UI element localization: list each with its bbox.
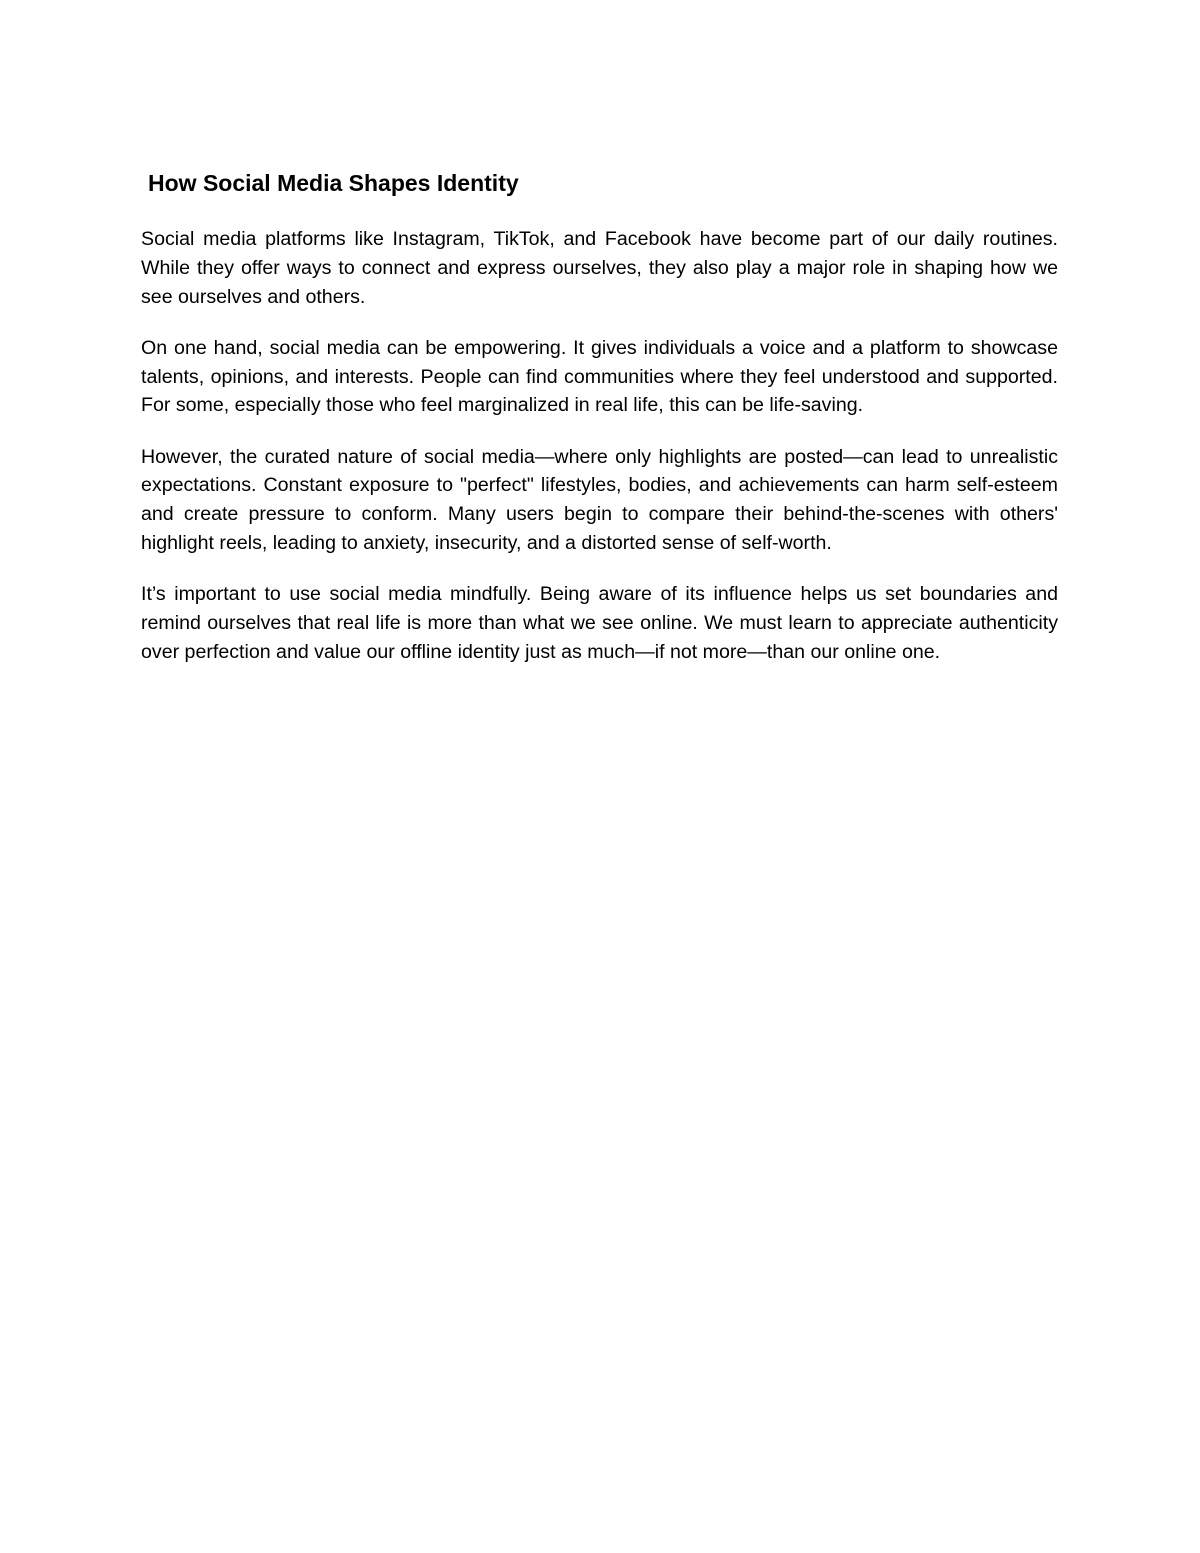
document-title: How Social Media Shapes Identity	[148, 170, 519, 196]
paragraph-empowering: On one hand, social media can be empowering. It gives individuals a voice and a platform to showcase talents, opinions, and interests. People can find communities where they feel understood and supported. For some, especially those who feel marginalized in real life, this can be life-saving.	[141, 336, 1058, 417]
paragraph-intro: Social media platforms like Instagram, TikTok, and Facebook have become part of our daily routines. While they offer ways to connect and express ourselves, they also play a major role in shaping how we see ourselves and others.	[141, 228, 1058, 308]
paragraph-mindful-use: It’s important to use social media mindfully. Being aware of its influence helps us set boundaries and remind ourselves that real life is more than what we see online. We must learn to appreciate authenticity over perfection and value our offline identity just as much—if not more—than our online one.	[141, 583, 1058, 663]
paragraph-curated-nature: However, the curated nature of social media—where only highlights are posted—can lead to unrealistic expectations. Constant exposure to "perfect" lifestyles, bodies, and achievements can harm self-esteem and create pressure to conform. Many users begin to compare their behind-the-scenes with others' highlight reels, leading to anxiety, insecurity, and a distorted sense of self-worth.	[141, 445, 1058, 554]
document-body	[141, 225, 1058, 689]
